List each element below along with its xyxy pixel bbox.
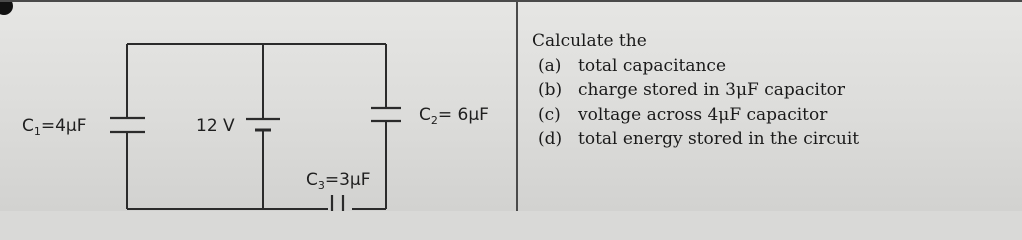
question-heading: Calculate the [532, 31, 647, 51]
corner-mark [0, 0, 13, 15]
question-block [532, 29, 1012, 152]
question-part-d: (d) total energy stored in the circuit [538, 129, 860, 149]
battery-label: 12 V [196, 116, 235, 136]
c1-label: $C_1=4\mu F$ [22, 116, 87, 138]
capacitor-c2 [371, 108, 401, 121]
capacitor-c3 [328, 195, 352, 211]
question-part-a: (a) total capacitance [538, 55, 727, 76]
capacitor-c1 [110, 118, 145, 132]
c3-label: $C_3=3\mu F$ [306, 170, 371, 192]
c2-label: $C_2= 6\mu F$ [419, 105, 489, 127]
question-part-c: (c) voltage across 4μF capacitor [538, 104, 828, 125]
question-part-b: (b) charge stored in 3μF capacitor [538, 80, 846, 100]
battery-12v [246, 119, 280, 130]
